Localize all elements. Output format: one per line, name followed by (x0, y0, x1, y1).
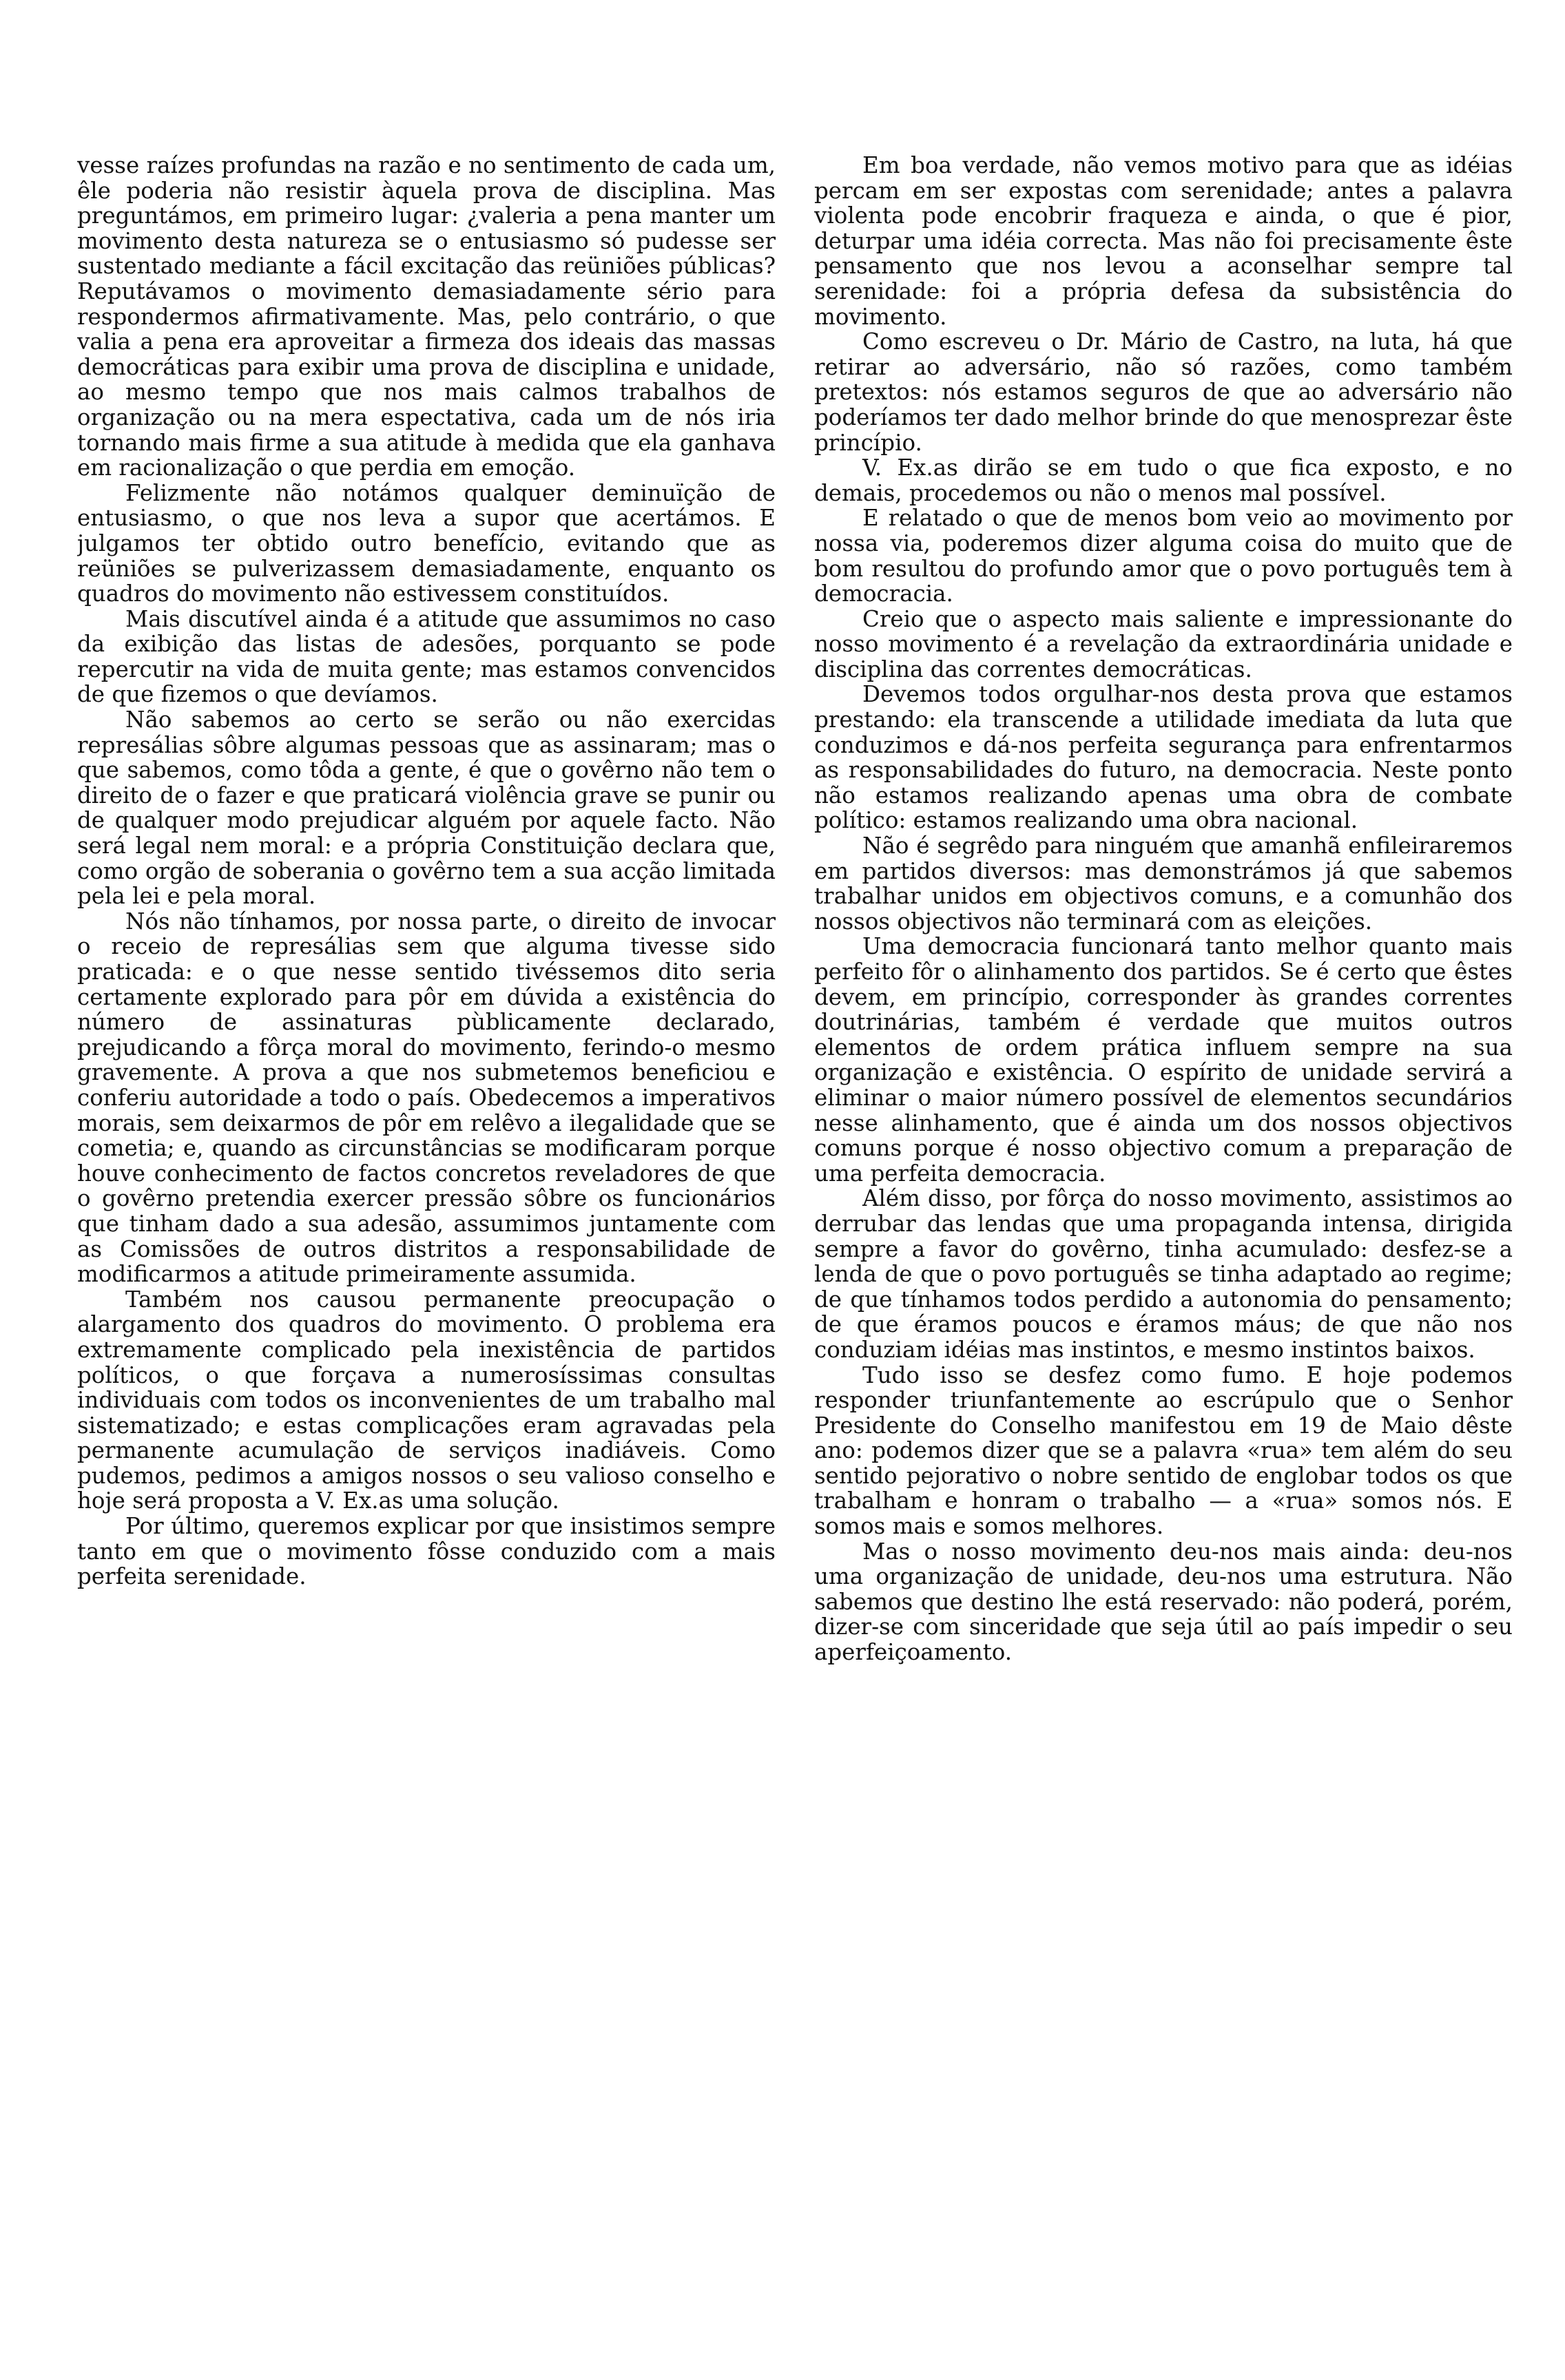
paragraph: Uma democracia funcionará tanto melhor quanto mais perfeito fôr o alinhamento dos partidos. Se é certo que êstes devem, em princípio, corresponder às grandes correntes doutrinárias, também é verdade que muitos outros elementos de ordem prática influem sempre na sua organização e existência. O espírito de unidade servirá a eliminar o maior número possível de elementos secundários nesse alinhamento, que é ainda um dos nossos objectivos comuns porque é nosso objectivo comum a preparação de uma perfeita democracia. (814, 933, 1513, 1187)
paragraph: Por último, queremos explicar por que insistimos sempre tanto em que o movimento fôsse conduzido com a mais perfeita serenidade. (77, 1513, 776, 1590)
paragraph: Como escreveu o Dr. Mário de Castro, na luta, há que retirar ao adversário, não só razões, como também pretextos: nós estamos seguros de que ao adversário não poderíamos ter dado melhor brinde do que menosprezar êste princípio. (814, 328, 1513, 456)
paragraph: Felizmente não notámos qualquer deminuïção de entusiasmo, o que nos leva a supor que acertámos. E julgamos ter obtido outro benefício, evitando que as reüniões se pulverizassem demasiadamente, enquanto os quadros do movimento não estivessem constituídos. (77, 479, 776, 607)
left-text-column (77, 153, 776, 2308)
paragraph: Devemos todos orgulhar-nos desta prova que estamos prestando: ela transcende a utilidade imediata da luta que conduzimos e dá-nos perfeita segurança para enfrentarmos as responsabilidades do futuro, na democracia. Neste ponto não estamos realizando apenas uma obra de combate político: estamos realizando uma obra nacional. (814, 681, 1513, 834)
paragraph: Não é segrêdo para ninguém que amanhã enfileiraremos em partidos diversos: mas demonstrámos já que sabemos trabalhar unidos em objectivos comuns, e a comunhão dos nossos objectivos não terminará com as eleições. (814, 833, 1513, 935)
right-text-column (814, 153, 1513, 2308)
paragraph: vesse raízes profundas na razão e no sentimento de cada um, êle poderia não resistir àquela prova de disciplina. Mas preguntámos, em primeiro lugar: ¿valeria a pena manter um movimento desta natureza se o entusiasmo só pudesse ser sustentado mediante a fácil excitação das reüniões públicas? Reputávamos o movimento demasiadamente sério para respondermos afirmativamente. Mas, pelo contrário, o que valia a pena era aproveitar a firmeza dos ideais das massas democráticas para exibir uma prova de disciplina e unidade, ao mesmo tempo que nos mais calmos trabalhos de organização ou na mera espectativa, cada um de nós iria tornando mais firme a sua atitude à medida que ela ganhava em racionalização o que perdia em emoção. (77, 153, 776, 481)
paragraph: V. Ex.as dirão se em tudo o que fica exposto, e no demais, procedemos ou não o menos mal possível. (814, 455, 1513, 506)
paragraph: Mas o nosso movimento deu-nos mais ainda: deu-nos uma organização de unidade, deu-nos uma estrutura. Não sabemos que destino lhe está reservado: não poderá, porém, dizer-se com sinceridade que seja útil ao país impedir o seu aperfeiçoamento. (814, 1538, 1513, 1666)
paragraph: Tudo isso se desfez como fumo. E hoje podemos responder triunfantemente ao escrúpulo que o Senhor Presidente do Conselho manifestou em 19 de Maio dêste ano: podemos dizer que se a palavra «rua» tem além do seu sentido pejorativo o nobre sentido de englobar todos os que trabalham e honram o trabalho — a «rua» somos nós. E somos mais e somos melhores. (814, 1361, 1513, 1540)
paragraph: Não sabemos ao certo se serão ou não exercidas represálias sôbre algumas pessoas que as assinaram; mas o que sabemos, como tôda a gente, é que o govêrno não tem o direito de o fazer e que praticará violência grave se punir ou de qualquer modo prejudicar alguém por aquele facto. Não será legal nem moral: e a própria Constituição declara que, como orgão de soberania o govêrno tem a sua acção limitada pela lei e pela moral. (77, 707, 776, 910)
paragraph: Mais discutível ainda é a atitude que assumimos no caso da exibição das listas de adesões, porquanto se pode repercutir na vida de muita gente; mas estamos convencidos de que fizemos o que devíamos. (77, 605, 776, 708)
paragraph: Além disso, por fôrça do nosso movimento, assistimos ao derrubar das lendas que uma propaganda intensa, dirigida sempre a favor do govêrno, tinha acumulado: desfez-se a lenda de que o povo português se tinha adaptado ao regime; de que tínhamos todos perdido a autonomia do pensamento; de que éramos poucos e éramos máus; de que não nos conduziam idéias mas instintos, e mesmo instintos baixos. (814, 1185, 1513, 1363)
paragraph: Em boa verdade, não vemos motivo para que as idéias percam em ser expostas com serenidade; antes a palavra violenta pode encobrir fraqueza e ainda, o que é pior, deturpar uma idéia correcta. Mas não foi precisamente êste pensamento que nos levou a aconselhar sempre tal serenidade: foi a própria defesa da subsistência do movimento. (814, 153, 1513, 330)
paragraph: E relatado o que de menos bom veio ao movimento por nossa via, poderemos dizer alguma coisa do muito que de bom resultou do profundo amor que o povo português tem à democracia. (814, 505, 1513, 607)
paragraph: Creio que o aspecto mais saliente e impressionante do nosso movimento é a revelação da extraordinária unidade e disciplina das correntes democráticas. (814, 605, 1513, 682)
paragraph: Também nos causou permanente preocupação o alargamento dos quadros do movimento. O problema era extremamente complicado pela inexistência de partidos políticos, o que forçava a numerosíssimas consultas individuais com todos os inconvenientes de um trabalho mal sistematizado; e estas complicações eram agravadas pela permanente acumulação de serviços inadiáveis. Como pudemos, pedimos a amigos nossos o seu valioso conselho e hoje será proposta a V. Ex.as uma solução. (77, 1286, 776, 1514)
paragraph: Nós não tínhamos, por nossa parte, o direito de invocar o receio de represálias sem que alguma tivesse sido praticada: e o que nesse sentido tivéssemos dito seria certamente explorado para pôr em dúvida a existência do número de assinaturas pùblicamente declarado, prejudicando a fôrça moral do movimento, ferindo-o mesmo gravemente. A prova a que nos submetemos beneficiou e conferiu autoridade a todo o país. Obedecemos a imperativos morais, sem deixarmos de pôr em relêvo a ilegalidade que se cometia; e, quando as circunstâncias se modificaram porque houve conhecimento de factos concretos reveladores de que o govêrno pretendia exercer pressão sôbre os funcionários que tinham dado a sua adesão, assumimos juntamente com as Comissões de outros distritos a responsabilidade de modificarmos a atitude primeiramente assumida. (77, 908, 776, 1288)
scan-speck (835, 23, 839, 29)
